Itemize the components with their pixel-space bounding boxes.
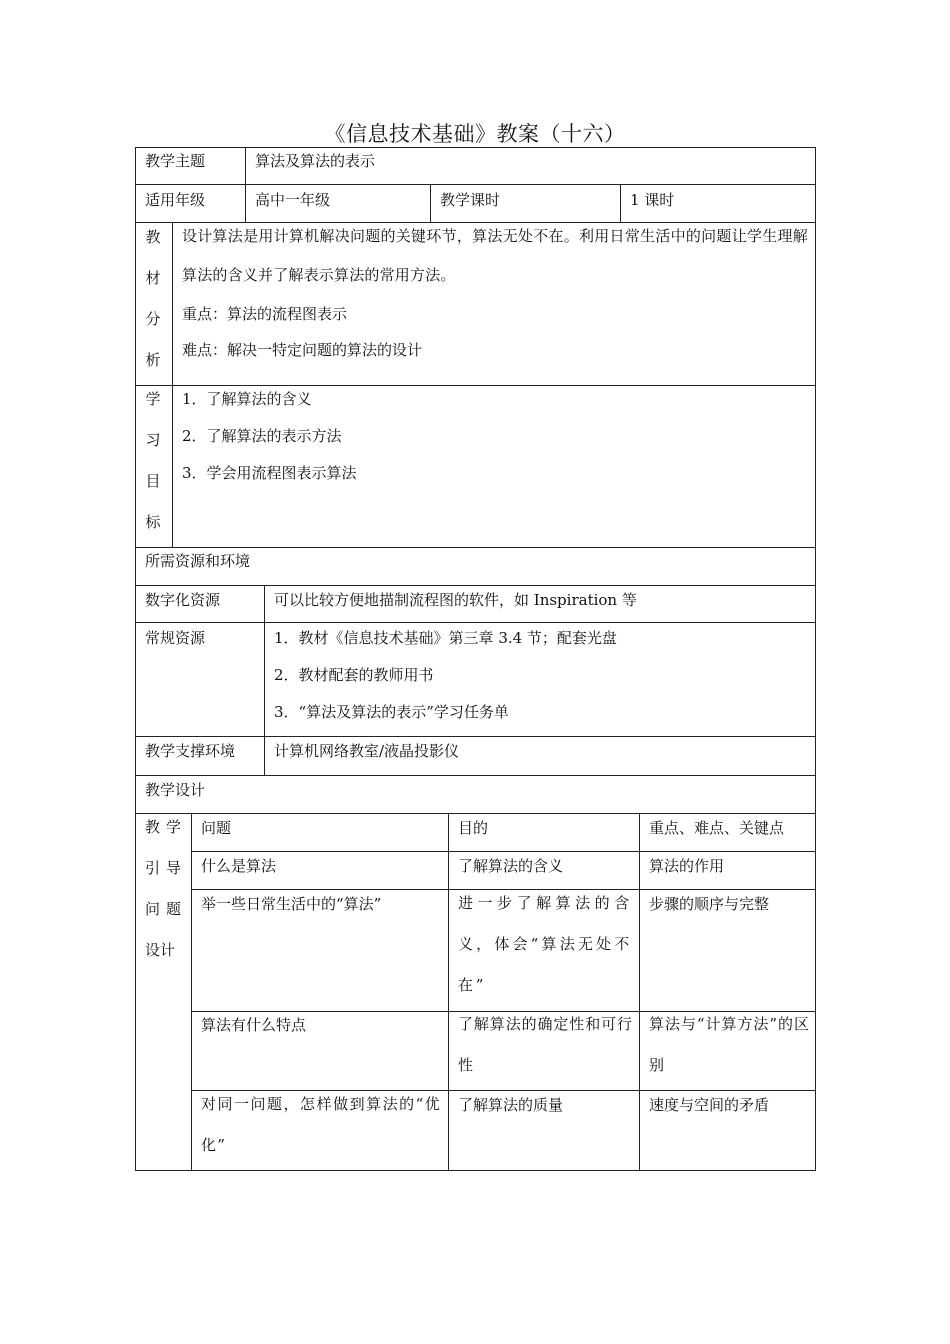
design-header: 教学设计 xyxy=(145,781,206,799)
col-divider xyxy=(191,813,192,1171)
grade-value: 高中一年级 xyxy=(255,191,331,209)
row-divider xyxy=(135,184,816,185)
table-border-top xyxy=(135,147,816,148)
design-row-purpose: 进一步了解算法的含义，体会“算法无处不在” xyxy=(458,894,632,994)
objectives-label-char: 习 xyxy=(145,431,161,449)
row-divider xyxy=(191,851,816,852)
support-value: 计算机网络教室/液晶投影仪 xyxy=(274,742,460,760)
design-row-purpose: 了解算法的确定性和可行性 xyxy=(458,1015,632,1074)
regular-label: 常规资源 xyxy=(145,629,206,647)
support-label: 教学支撑环境 xyxy=(145,742,236,760)
regular-item: 2．教材配套的教师用书 xyxy=(274,666,434,684)
design-row-question: 举一些日常生活中的“算法” xyxy=(201,895,382,913)
col-divider xyxy=(264,585,265,776)
analysis-label-char: 析 xyxy=(145,351,161,369)
guide-label-line: 教学 xyxy=(145,818,188,836)
analysis-difficulty: 难点：解决一特定问题的算法的设计 xyxy=(182,341,423,359)
page-title: 《信息技术基础》教案（十六） xyxy=(324,122,626,146)
col-divider xyxy=(172,222,173,548)
objective-item: 1．了解算法的含义 xyxy=(182,390,312,408)
analysis-label-char: 分 xyxy=(145,310,161,328)
col-divider xyxy=(245,147,246,223)
subject-label: 教学主题 xyxy=(145,152,206,170)
row-divider xyxy=(135,622,816,623)
col-divider xyxy=(639,813,640,1171)
subject-value: 算法及算法的表示 xyxy=(255,152,376,170)
resources-header: 所需资源和环境 xyxy=(145,552,251,570)
row-divider xyxy=(135,775,816,776)
regular-item: 1．教材《信息技术基础》第三章 3.4 节；配套光盘 xyxy=(274,629,617,647)
design-row-key: 算法与“计算方法”的区别 xyxy=(649,1015,809,1074)
design-header-purpose: 目的 xyxy=(458,819,489,837)
guide-label xyxy=(145,807,187,971)
table-border-left xyxy=(135,147,136,1171)
table-border-bottom xyxy=(135,1170,816,1171)
col-divider xyxy=(448,813,449,1171)
objectives-label xyxy=(141,379,165,543)
row-divider xyxy=(135,736,816,737)
hours-label: 教学课时 xyxy=(440,191,501,209)
design-row-purpose: 了解算法的含义 xyxy=(458,857,564,875)
row-divider xyxy=(135,385,816,386)
row-divider xyxy=(135,813,816,814)
design-row-question: 什么是算法 xyxy=(201,857,277,875)
analysis-label-char: 教 xyxy=(145,228,161,246)
row-divider xyxy=(135,585,816,586)
design-row-purpose: 了解算法的质量 xyxy=(458,1096,564,1114)
objective-item: 2．了解算法的表示方法 xyxy=(182,427,342,445)
digital-label: 数字化资源 xyxy=(145,591,221,609)
analysis-label-char: 材 xyxy=(145,269,161,287)
guide-label-line: 设计 xyxy=(145,941,176,959)
regular-item: 3．“算法及算法的表示”学习任务单 xyxy=(274,703,509,721)
design-row-key: 速度与空间的矛盾 xyxy=(649,1096,770,1114)
design-row-key: 算法的作用 xyxy=(649,857,725,875)
analysis-key-point: 重点：算法的流程图表示 xyxy=(182,305,348,323)
digital-value: 可以比较方便地描制流程图的软件，如 Inspiration 等 xyxy=(274,591,637,609)
design-header-question: 问题 xyxy=(201,819,232,837)
design-row-key: 步骤的顺序与完整 xyxy=(649,895,770,913)
objectives-label-char: 目 xyxy=(145,472,161,490)
objective-item: 3．学会用流程图表示算法 xyxy=(182,464,357,482)
analysis-label xyxy=(141,217,165,381)
analysis-paragraph: 设计算法是用计算机解决问题的关键环节，算法无处不在。利用日常生活中的问题让学生理解算法的含义并了解表示算法的常用方法。 xyxy=(182,227,808,284)
row-divider xyxy=(135,547,816,548)
table-border-right xyxy=(815,147,816,1171)
design-row-question: 算法有什么特点 xyxy=(201,1016,307,1034)
design-header-key: 重点、难点、关键点 xyxy=(649,819,785,837)
design-row-question: 对同一问题，怎样做到算法的“优化” xyxy=(201,1095,441,1154)
guide-label-line: 问题 xyxy=(145,900,188,918)
hours-value: 1 课时 xyxy=(630,191,675,209)
grade-label: 适用年级 xyxy=(145,191,206,209)
objectives-label-char: 学 xyxy=(145,390,161,408)
guide-label-line: 引导 xyxy=(145,859,188,877)
objectives-label-char: 标 xyxy=(145,513,161,531)
